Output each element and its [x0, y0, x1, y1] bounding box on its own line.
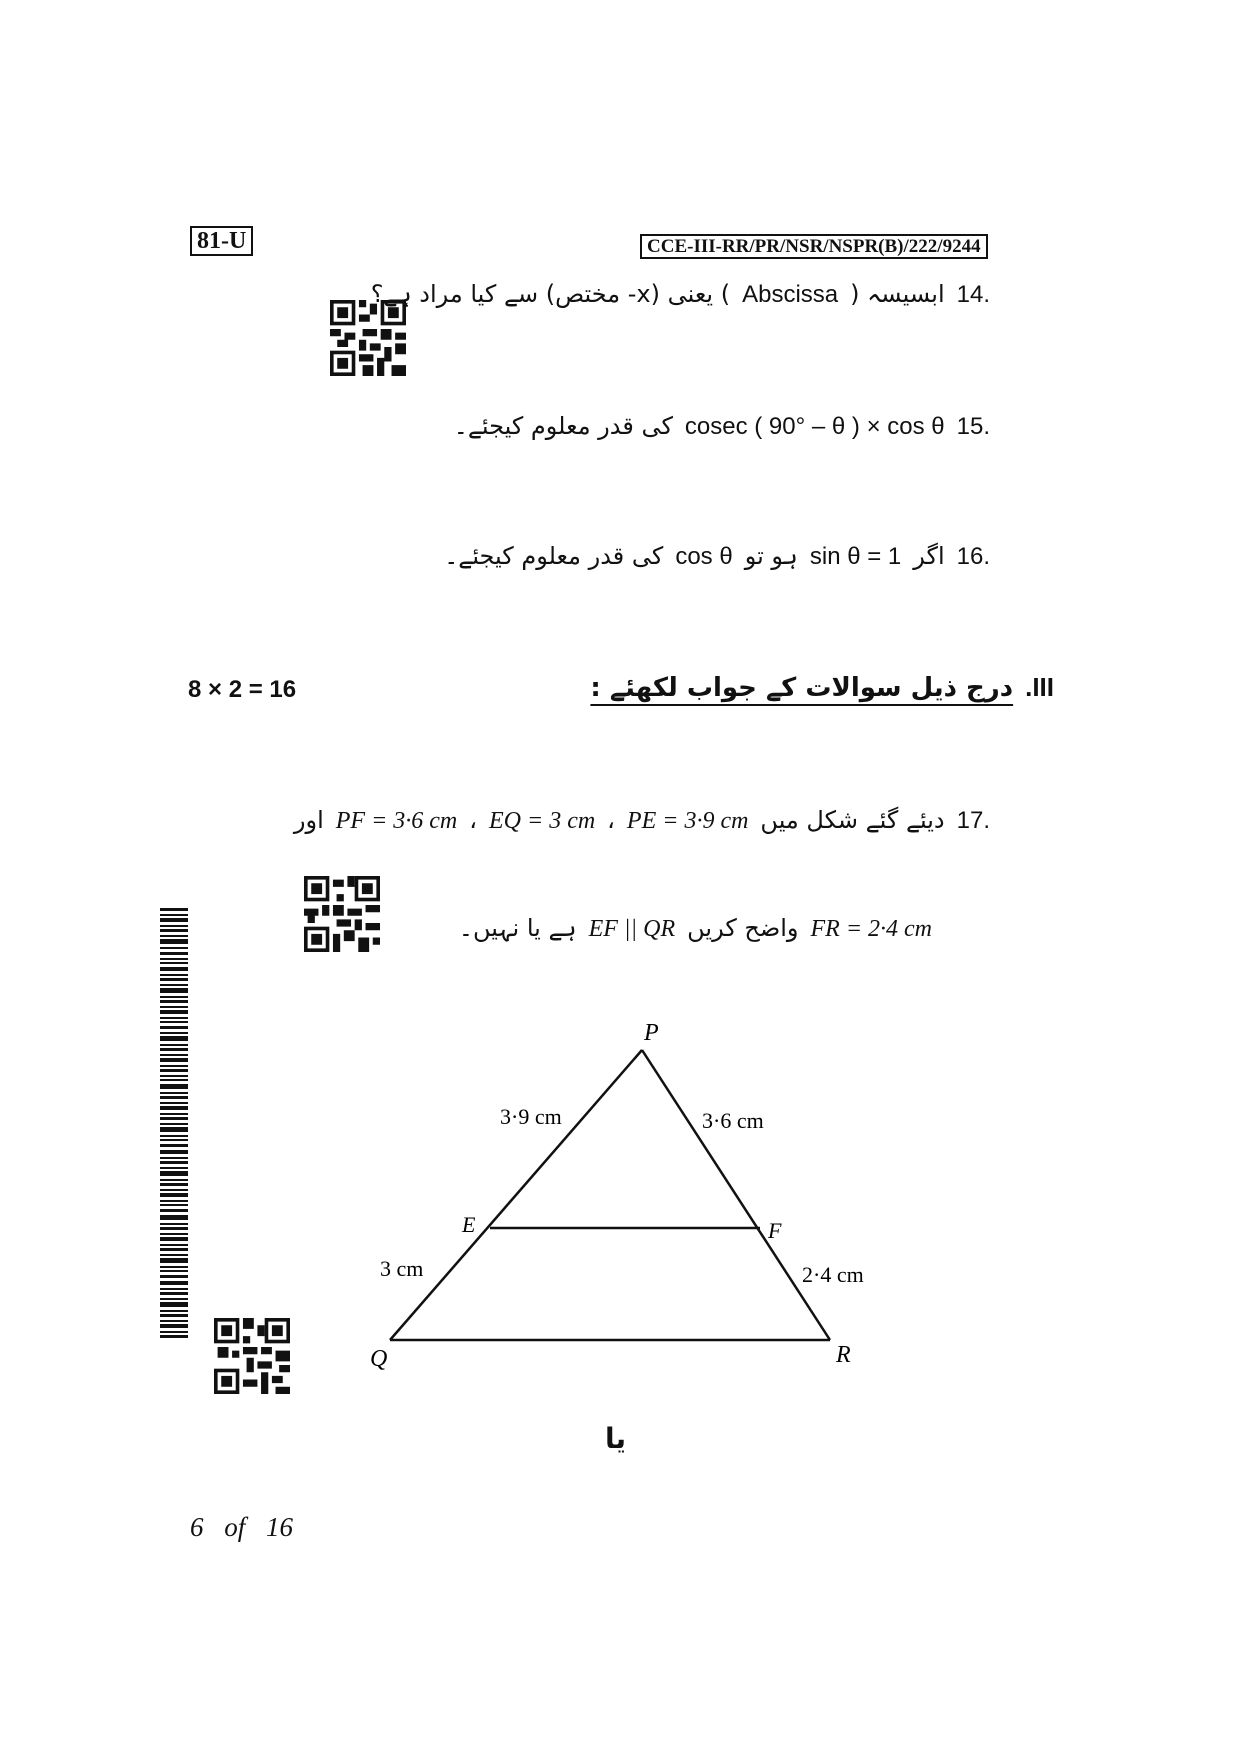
side-pq: [390, 1050, 642, 1340]
paper-code: 81-U: [190, 226, 253, 256]
question-number: .16: [956, 543, 990, 570]
point-e-label: E: [462, 1212, 476, 1237]
given-pf: PF = 3·6 cm: [335, 808, 458, 834]
given-fr: FR = 2·4 cm: [810, 916, 932, 942]
side-pr: [642, 1050, 830, 1340]
question-text: ہے یا نہیں۔: [458, 914, 577, 942]
question-number: .17: [956, 807, 990, 834]
question-text: کی قدر معلوم کیجئے۔: [444, 542, 664, 570]
question-condition: sin θ = 1: [809, 543, 902, 570]
vertex-p-label: P: [644, 1020, 659, 1046]
section-marks: 8 × 2 = 16: [188, 676, 297, 703]
question-text: دیئے گئے شکل میں: [760, 806, 945, 834]
vertex-r-label: R: [836, 1342, 851, 1368]
question-text: اور: [293, 806, 324, 834]
question-text: کی قدر معلوم کیجئے۔: [453, 412, 673, 440]
question-text: ) یعنی (x- مختص) سے کیا مراد ہے؟: [370, 280, 731, 308]
question-expression: cosec ( 90° – θ ) × cos θ: [684, 413, 945, 440]
question-term: Abscissa: [742, 281, 839, 308]
question-text: واضح کریں: [687, 914, 799, 942]
section-title: درج ذیل سوالات کے جواب لکھئے :: [590, 673, 1014, 703]
question-expression: cos θ: [675, 543, 733, 570]
separator: ،: [607, 806, 615, 834]
or-separator: یا: [605, 1422, 627, 1455]
label-pe: 3·9 cm: [500, 1104, 562, 1129]
question-number: .15: [956, 413, 990, 440]
vertex-q-label: Q: [370, 1346, 388, 1372]
label-fr: 2·4 cm: [802, 1262, 864, 1287]
label-pf: 3·6 cm: [702, 1108, 764, 1133]
parallel-relation: EF || QR: [588, 916, 676, 942]
question-number: .14: [956, 281, 990, 308]
question-text: اگر: [913, 542, 945, 570]
label-eq: 3 cm: [380, 1256, 424, 1281]
page-number: 6 of 16: [190, 1512, 294, 1542]
separator: ،: [469, 806, 477, 834]
point-f-label: F: [768, 1218, 782, 1243]
given-eq: EQ = 3 cm: [489, 808, 596, 834]
given-pe: PE = 3·9 cm: [626, 808, 749, 834]
series-code: CCE-III-RR/PR/NSR/NSPR(B)/222/9244: [640, 234, 988, 259]
question-text: ابسیسہ (: [850, 280, 945, 308]
question-text: ہو تو: [744, 542, 798, 570]
section-number: III.: [1025, 672, 1054, 702]
